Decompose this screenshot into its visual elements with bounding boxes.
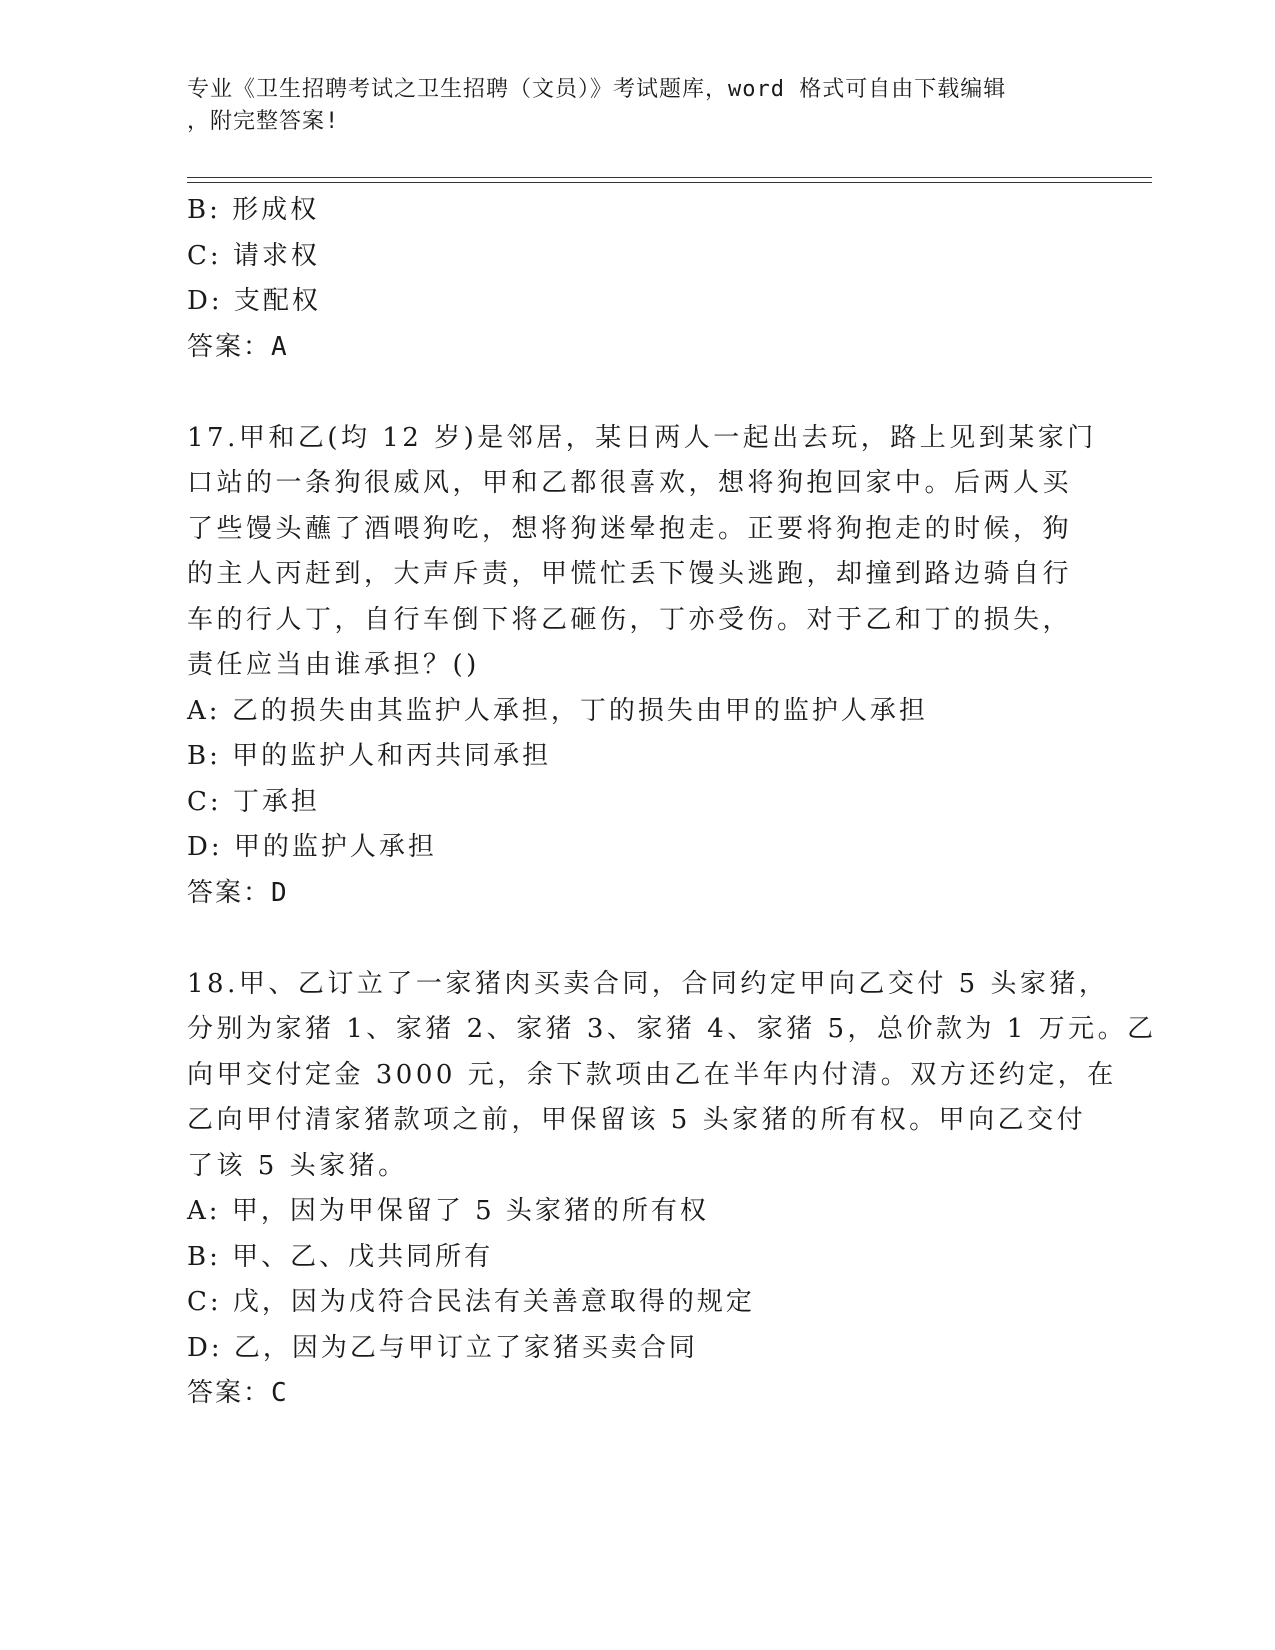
header-divider-top — [187, 177, 1152, 178]
question-17 — [187, 416, 1097, 917]
option-b: B: 甲的监护人和丙共同承担 — [187, 741, 552, 771]
stem-line: 口站的一条狗很威风，甲和乙都很喜欢，想将狗抱回家中。后两人买 — [187, 468, 1073, 498]
option-a: A: 乙的损失由其监护人承担，丁的损失由甲的监护人承担 — [187, 695, 928, 726]
answer-line: 答案：D — [187, 877, 289, 908]
option-d: D: 乙，因为乙与甲订立了家猪买卖合同 — [187, 1332, 698, 1363]
option-b: B: 形成权 — [187, 195, 320, 225]
answer-line: 答案：C — [187, 1378, 289, 1408]
option-b: B: 甲、乙、戊共同所有 — [187, 1241, 494, 1272]
spacer — [187, 916, 1087, 962]
stem-line: 责任应当由谁承担？() — [187, 650, 480, 680]
question-stem — [187, 962, 1157, 1190]
stem-line: 的主人丙赶到，大声斥责，甲慌忙丢下馒头逃跑，却撞到路边骑自行 — [187, 559, 1073, 589]
document-body — [187, 188, 1157, 1417]
question-18 — [187, 962, 1157, 1417]
stem-line: 向甲交付定金 3000 元，余下款项由乙在半年内付清。双方还约定，在 — [187, 1059, 1117, 1090]
header-line-2: ，附完整答案! — [187, 109, 340, 134]
document-header — [187, 74, 1067, 138]
stem-line: 17.甲和乙(均 12 岁)是邻居，某日两人一起出去玩，路上见到某家门 — [187, 422, 1097, 453]
question-stem — [187, 416, 1097, 689]
stem-line: 分别为家猪 1、家猪 2、家猪 3、家猪 4、家猪 5，总价款为 1 万元。乙 — [187, 1014, 1157, 1044]
option-d: D: 甲的监护人承担 — [187, 832, 437, 862]
stem-line: 了该 5 头家猪。 — [187, 1150, 408, 1181]
prev-question — [187, 188, 1087, 370]
header-line-1: 专业《卫生招聘考试之卫生招聘（文员）》考试题库，word 格式可自由下载编辑 — [187, 77, 1007, 102]
stem-line: 车的行人丁，自行车倒下将乙砸伤，丁亦受伤。对于乙和丁的损失， — [187, 604, 1073, 635]
option-a: A: 甲，因为甲保留了 5 头家猪的所有权 — [187, 1196, 709, 1226]
stem-line: 18.甲、乙订立了一家猪肉买卖合同，合同约定甲向乙交付 5 头家猪， — [187, 968, 1109, 999]
option-c: C: 请求权 — [187, 240, 320, 271]
option-c: C: 戊，因为戊符合民法有关善意取得的规定 — [187, 1287, 755, 1317]
option-d: D: 支配权 — [187, 286, 321, 316]
header-divider-bottom — [187, 182, 1152, 183]
stem-line: 乙向甲付清家猪款项之前，甲保留该 5 头家猪的所有权。甲向乙交付 — [187, 1105, 1087, 1135]
option-c: C: 丁承担 — [187, 786, 320, 817]
answer-line: 答案：A — [187, 331, 289, 362]
spacer — [187, 370, 1087, 416]
stem-line: 了些馒头蘸了酒喂狗吃，想将狗迷晕抱走。正要将狗抱走的时候，狗 — [187, 513, 1073, 544]
